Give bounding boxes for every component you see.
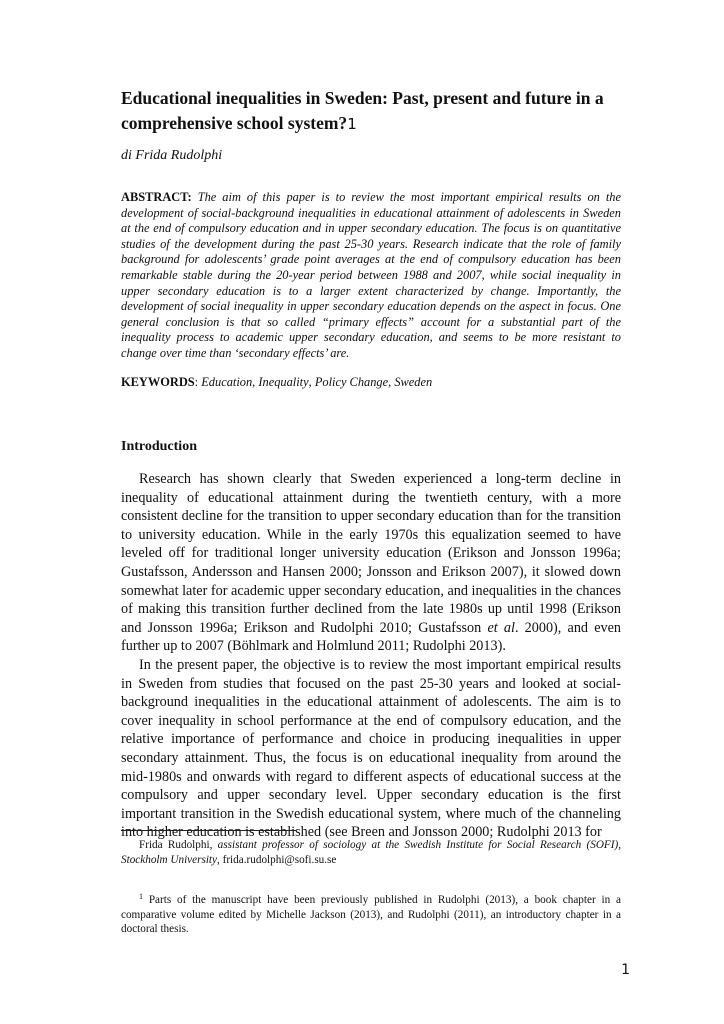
- et-al-italic: et al: [487, 619, 515, 636]
- title-footnote-marker[interactable]: 1: [347, 115, 357, 133]
- section-heading-introduction: Introduction: [121, 439, 197, 454]
- keywords-label: KEYWORDS: [121, 375, 195, 389]
- intro-paragraph-2: In the present paper, the objective is to review the most important empirical results in Sweden from studies that focused on the past 25-30 years and looked at social-background inequalities in the educational attainment of adolescents. The aim is to cover inequality in school performance at the end of compulsory education, and the relative importance of performance and choice in producing inequalities in upper secondary attainment. Thus, the focus is on educational inequality from around the mid-1980s and onwards with regard to different aspects of educational success at the compulsory and upper secondary level. Upper secondary education is the first important transition in the Swedish educational system, where much of the channeling into higher education is established (see Breen and Jonsson 2000; Rudolphi 2013 for: [121, 656, 621, 841]
- author-line: di Frida Rudolphi: [121, 148, 223, 163]
- keyword-item: Policy Change: [314, 375, 389, 389]
- abstract-label: ABSTRACT:: [121, 190, 192, 204]
- keyword-item: Sweden: [394, 375, 433, 389]
- page-number: 1: [621, 962, 630, 978]
- paper-title-text: Educational inequalities in Sweden: Past, present and future in a comprehensive school system?: [121, 88, 604, 133]
- footnote-affiliation: assistant professor of sociology at the Swedish Institute for Social Research (SOFI), Stockholm University: [121, 839, 622, 866]
- keywords: [121, 374, 621, 390]
- introduction-body: [121, 470, 621, 842]
- keywords-colon: :: [194, 375, 199, 389]
- footnote-divider: [121, 830, 296, 831]
- paper-title: [121, 86, 621, 137]
- footnote-marker: 1: [139, 892, 143, 901]
- footnote-1: [121, 893, 621, 937]
- abstract: [121, 190, 621, 362]
- footnote-email: , frida.rudolphi@sofi.su.se: [217, 853, 337, 866]
- paragraph-text: Research has shown clearly that Sweden experienced a long-term decline in inequality of educational attainment during the twentieth century, with a more consistent decline for the transition to upper secondary education than for the transition to university education. While in the early 1970s this equalization seemed to have leveled off for traditional longer university education (Erikson and Jonsson 1996a; Gustafsson, Andersson and Hansen 2000; Jonsson and Erikson 2007), it slowed down somewhat later for academic upper secondary education, and inequalities in the chances of making this transition further declined from the late 1980s up until 1998 (Erikson and Jonsson 1996a; Erikson and Rudolphi 2010; Gustafsson: [121, 471, 621, 636]
- keyword-item: Education: [201, 375, 253, 389]
- author-footnote: [121, 838, 621, 867]
- footnote-text: Parts of the manuscript have been previously published in Rudolphi (2013), a book chapter in a comparative volume edited by Michelle Jackson (2013), and Rudolphi (2011), an introductory chapter in a doctoral thesis.: [121, 894, 621, 935]
- keyword-separator: ,: [252, 375, 259, 389]
- paragraph-text: . 2000), and even further up to 2007 (Böhlmark and Holmlund 2011; Rudolphi 2013).: [121, 619, 621, 655]
- abstract-text: The aim of this paper is to review the most important empirical results on the development of social-background inequalities in educational attainment of adolescents in Sweden at the end of compulsory education and in upper secondary education. The focus is on quantitative studies of the development during the past 25-30 years. Research indicate that the role of family background for adolescents’ grade point averages at the end of compulsory education has been remarkable stable during the 20-year period between 1988 and 2007, while social inequality in upper secondary education is to a larger extent characterized by change. Importantly, the development of social inequality in upper secondary education depends on the aspect in focus. One general conclusion is that so called “primary effects” account for a substantial part of the inequality process to academic upper secondary education, and seems to be more resistant to change over time than ‘secondary effects’ are.: [121, 190, 621, 360]
- footnote-author-name: Frida Rudolphi,: [139, 839, 218, 851]
- keyword-separator: ,: [388, 375, 395, 389]
- keyword-separator: ,: [308, 375, 315, 389]
- intro-paragraph-1: [121, 470, 621, 656]
- keyword-item: Inequality: [258, 375, 309, 389]
